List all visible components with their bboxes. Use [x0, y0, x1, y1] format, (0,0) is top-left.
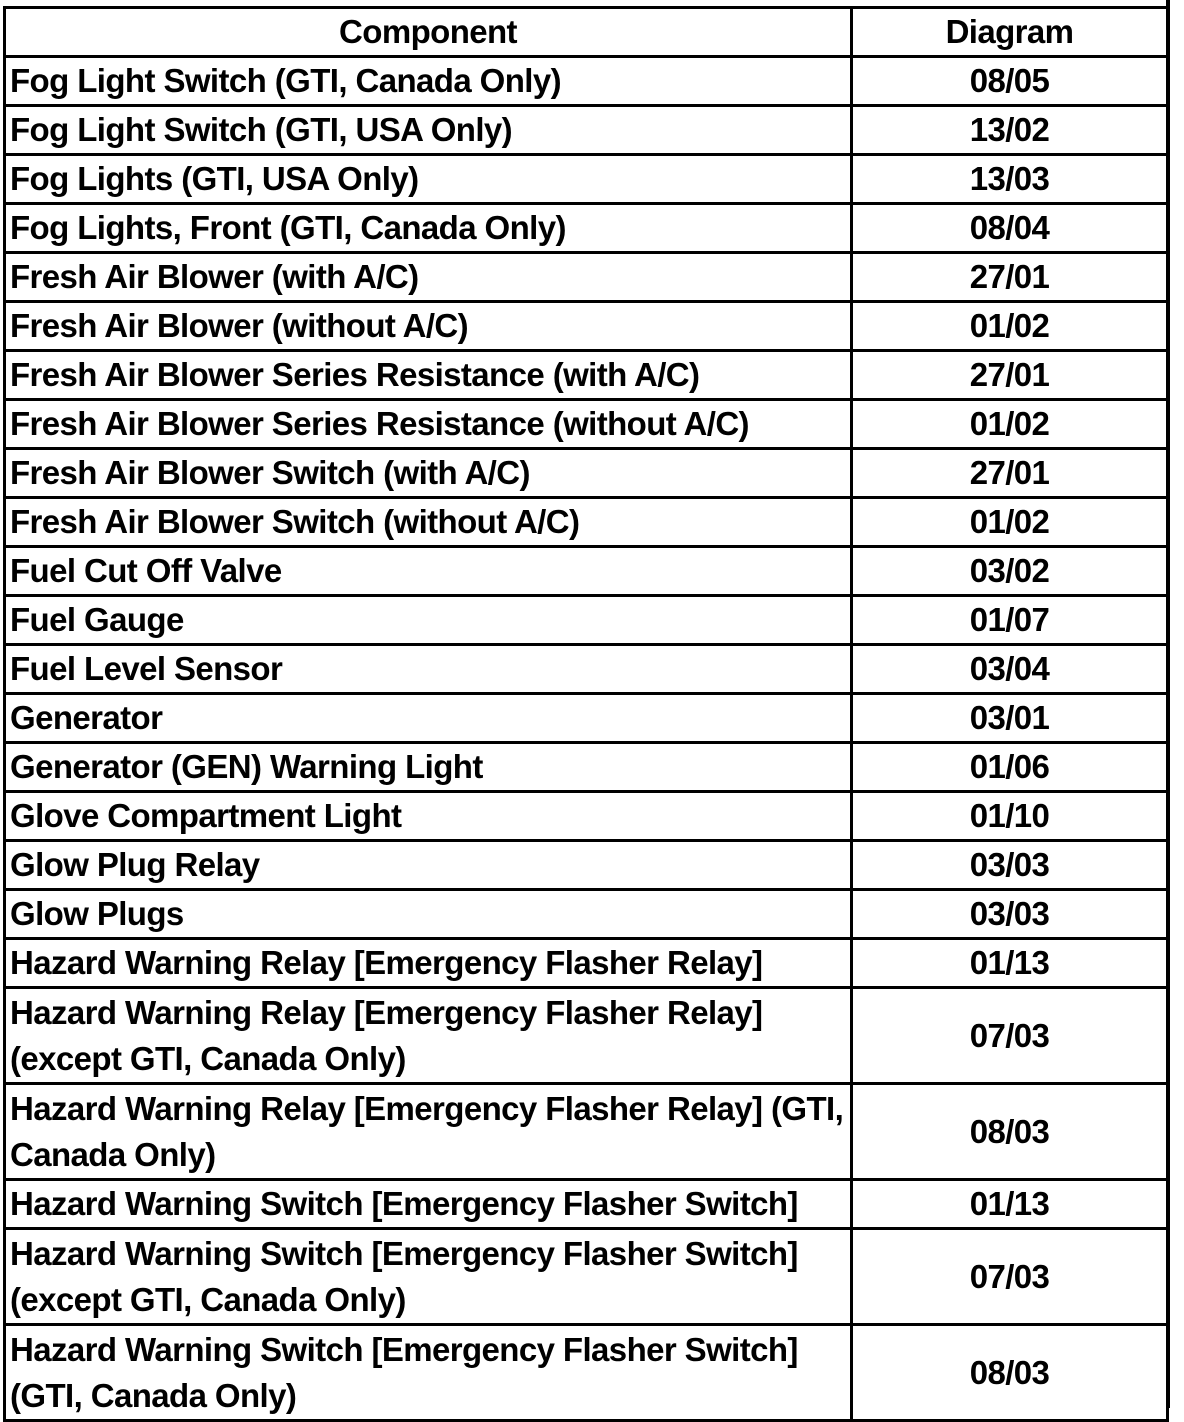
- table-row: [5, 890, 1168, 939]
- diagram-cell: 01/02: [852, 498, 1168, 547]
- component-cell: Hazard Warning Switch [Emergency Flasher Switch] (except GTI, Canada Only): [5, 1229, 852, 1325]
- component-cell: Fresh Air Blower (without A/C): [5, 302, 852, 351]
- table-row: [5, 1325, 1168, 1421]
- component-cell: Fuel Gauge: [5, 596, 852, 645]
- table-header-row: [5, 8, 1168, 57]
- diagram-cell: 01/02: [852, 400, 1168, 449]
- table-row: [5, 547, 1168, 596]
- diagram-cell: 01/06: [852, 743, 1168, 792]
- component-cell: Fresh Air Blower Series Resistance (without A/C): [5, 400, 852, 449]
- table-row: [5, 1084, 1168, 1180]
- table-row: [5, 743, 1168, 792]
- component-cell: Hazard Warning Relay [Emergency Flasher Relay]: [5, 939, 852, 988]
- component-cell: Fresh Air Blower (with A/C): [5, 253, 852, 302]
- table-row: [5, 400, 1168, 449]
- component-cell: Fresh Air Blower Series Resistance (with A/C): [5, 351, 852, 400]
- table-row: [5, 792, 1168, 841]
- diagram-cell: 07/03: [852, 988, 1168, 1084]
- component-cell: Hazard Warning Relay [Emergency Flasher Relay] (GTI, Canada Only): [5, 1084, 852, 1180]
- diagram-cell: 13/02: [852, 106, 1168, 155]
- table-row: [5, 939, 1168, 988]
- table-row: [5, 351, 1168, 400]
- component-cell: Fresh Air Blower Switch (with A/C): [5, 449, 852, 498]
- diagram-cell: 03/03: [852, 890, 1168, 939]
- table-row: [5, 302, 1168, 351]
- table-row: [5, 1180, 1168, 1229]
- component-cell: Fog Light Switch (GTI, Canada Only): [5, 57, 852, 106]
- table-row: [5, 253, 1168, 302]
- diagram-cell: 07/03: [852, 1229, 1168, 1325]
- component-cell: Fuel Cut Off Valve: [5, 547, 852, 596]
- table-row: [5, 988, 1168, 1084]
- table-row: [5, 841, 1168, 890]
- table-row: [5, 204, 1168, 253]
- diagram-cell: 03/01: [852, 694, 1168, 743]
- table-row: [5, 449, 1168, 498]
- diagram-cell: 08/03: [852, 1325, 1168, 1421]
- diagram-cell: 27/01: [852, 351, 1168, 400]
- diagram-cell: 08/04: [852, 204, 1168, 253]
- diagram-cell: 03/03: [852, 841, 1168, 890]
- diagram-cell: 01/13: [852, 1180, 1168, 1229]
- diagram-cell: 27/01: [852, 253, 1168, 302]
- component-cell: Glow Plug Relay: [5, 841, 852, 890]
- diagram-cell: 01/02: [852, 302, 1168, 351]
- diagram-cell: 01/13: [852, 939, 1168, 988]
- component-cell: Hazard Warning Relay [Emergency Flasher Relay] (except GTI, Canada Only): [5, 988, 852, 1084]
- table-row: [5, 57, 1168, 106]
- diagram-cell: 27/01: [852, 449, 1168, 498]
- diagram-cell: 03/02: [852, 547, 1168, 596]
- diagram-cell: 03/04: [852, 645, 1168, 694]
- component-cell: Hazard Warning Switch [Emergency Flasher Switch] (GTI, Canada Only): [5, 1325, 852, 1421]
- table-row: [5, 694, 1168, 743]
- component-cell: Fog Light Switch (GTI, USA Only): [5, 106, 852, 155]
- component-cell: Generator: [5, 694, 852, 743]
- component-cell: Fog Lights, Front (GTI, Canada Only): [5, 204, 852, 253]
- component-cell: Glove Compartment Light: [5, 792, 852, 841]
- diagram-cell: 08/03: [852, 1084, 1168, 1180]
- component-cell: Generator (GEN) Warning Light: [5, 743, 852, 792]
- component-column-header: Component: [5, 8, 852, 57]
- diagram-cell: 01/10: [852, 792, 1168, 841]
- table-row: [5, 596, 1168, 645]
- table-row: [5, 1229, 1168, 1325]
- component-cell: Hazard Warning Switch [Emergency Flasher Switch]: [5, 1180, 852, 1229]
- component-cell: Fog Lights (GTI, USA Only): [5, 155, 852, 204]
- diagram-cell: 13/03: [852, 155, 1168, 204]
- table-row: [5, 106, 1168, 155]
- diagram-cell: 08/05: [852, 57, 1168, 106]
- component-cell: Glow Plugs: [5, 890, 852, 939]
- component-cell: Fresh Air Blower Switch (without A/C): [5, 498, 852, 547]
- diagram-cell: 01/07: [852, 596, 1168, 645]
- table-row: [5, 645, 1168, 694]
- table-row: [5, 498, 1168, 547]
- component-cell: Fuel Level Sensor: [5, 645, 852, 694]
- diagram-column-header: Diagram: [852, 8, 1168, 57]
- component-diagram-table: [3, 6, 1169, 1422]
- table-row: [5, 155, 1168, 204]
